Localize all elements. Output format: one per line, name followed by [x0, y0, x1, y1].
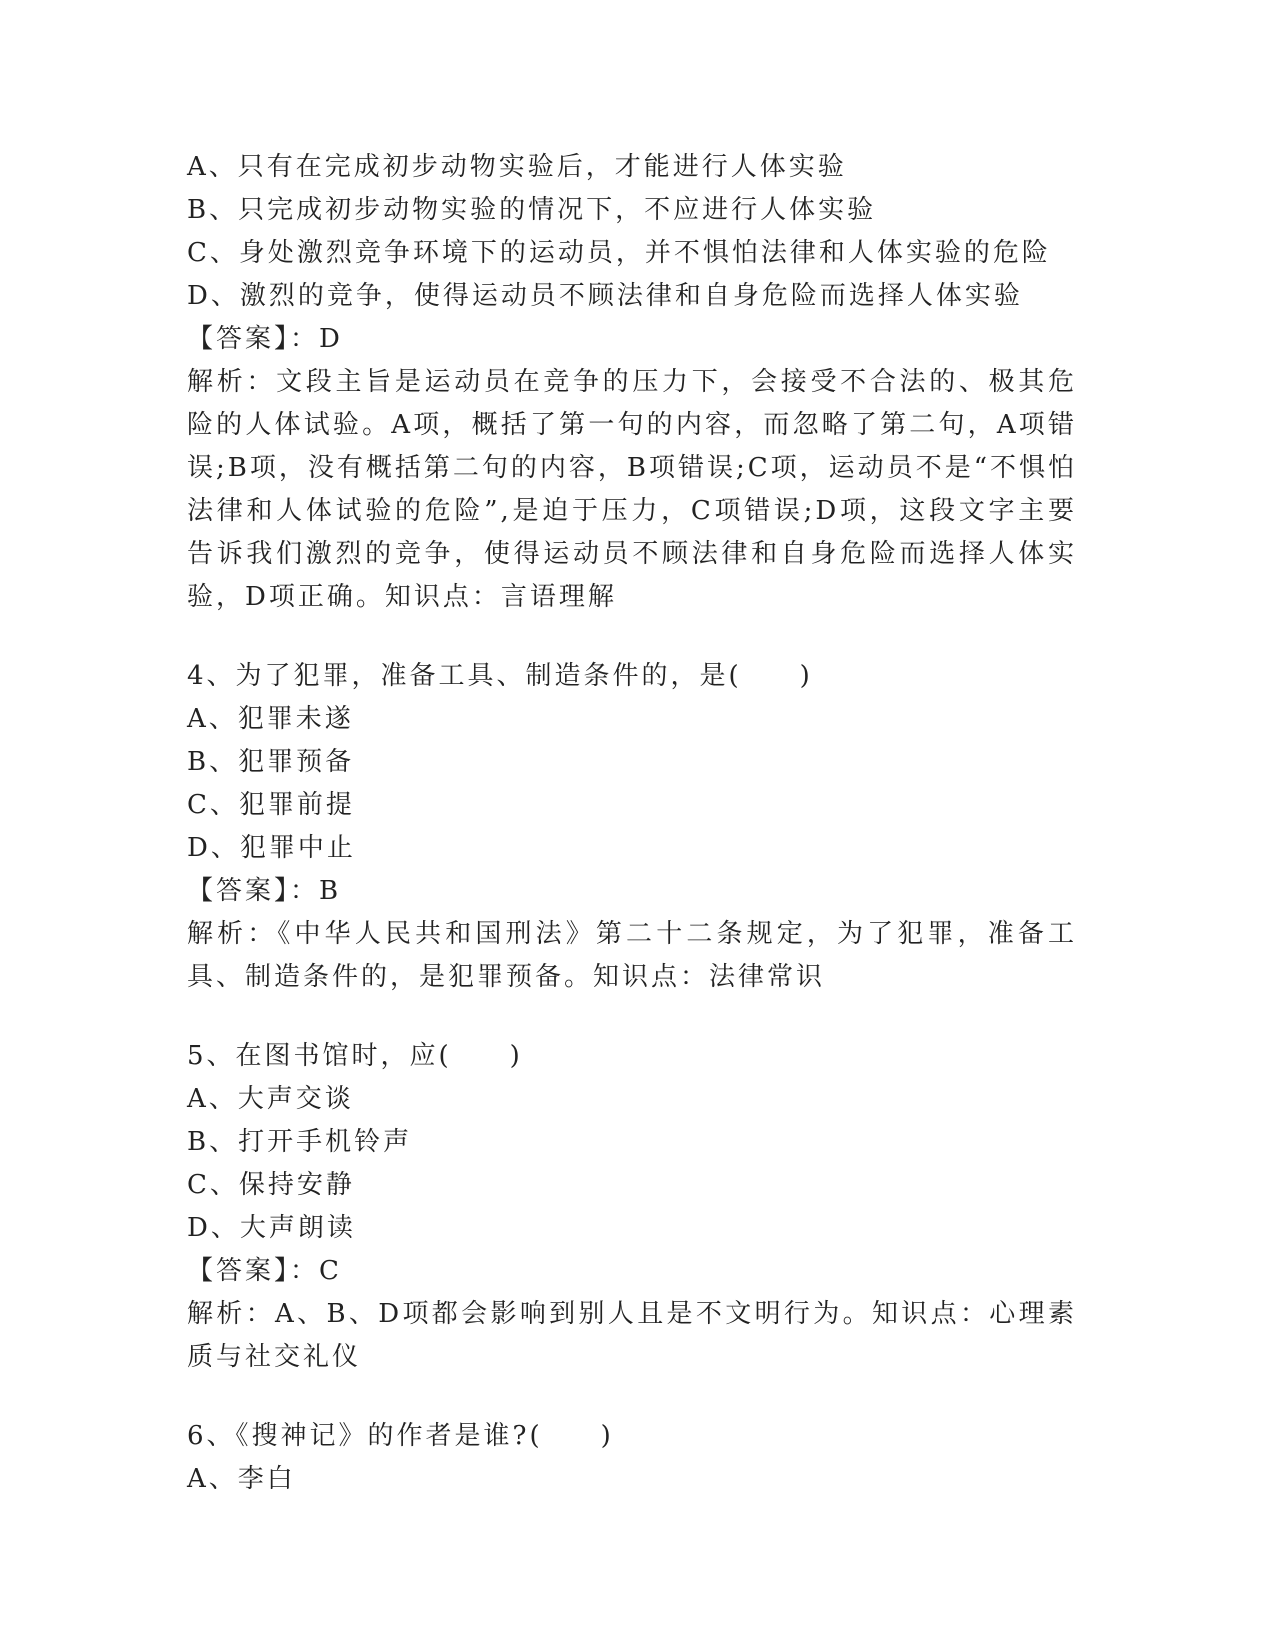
question-3-block	[187, 146, 1087, 619]
analysis-text: 解析：文段主旨是运动员在竞争的压力下，会接受不合法的、极其危险的人体试验。A项，概括了第一句的内容，而忽略了第二句，A项错误;B项，没有概括第二句的内容，B项错误;C项，运动员不是“不惧怕法律和人体试验的危险”,是迫于压力，C项错误;D项，这段文字主要告诉我们激烈的竞争，使得运动员不顾法律和自身危险而选择人体实验，D项正确。知识点：言语理解	[187, 367, 1077, 612]
option-b: B、犯罪预备	[187, 747, 355, 777]
question-text: 4、为了犯罪，准备工具、制造条件的，是( )	[187, 661, 813, 691]
option-d: D、大声朗读	[187, 1213, 356, 1243]
option-d: D、犯罪中止	[187, 833, 356, 863]
option-d: D、激烈的竞争，使得运动员不顾法律和自身危险而选择人体实验	[187, 281, 1023, 311]
question-text: 5、在图书馆时，应( )	[187, 1041, 523, 1071]
question-4-block	[187, 655, 1087, 999]
spacer	[187, 1379, 1087, 1415]
spacer	[187, 999, 1087, 1035]
analysis-text: 解析：A、B、D项都会影响到别人且是不文明行为。知识点：心理素质与社交礼仪	[187, 1299, 1077, 1372]
option-c: C、身处激烈竞争环境下的运动员，并不惧怕法律和人体实验的危险	[187, 238, 1051, 268]
option-c: C、犯罪前提	[187, 790, 355, 820]
option-a: A、犯罪未遂	[187, 704, 354, 734]
option-a: A、只有在完成初步动物实验后，才能进行人体实验	[187, 152, 847, 182]
spacer	[187, 619, 1087, 655]
question-text: 6、《搜神记》的作者是谁?( )	[187, 1421, 614, 1451]
question-6-block	[187, 1415, 1087, 1501]
analysis-text: 解析：《中华人民共和国刑法》第二十二条规定，为了犯罪，准备工具、制造条件的，是犯罪预备。知识点：法律常识	[187, 919, 1077, 992]
option-a: A、李白	[187, 1464, 296, 1494]
option-b: B、只完成初步动物实验的情况下，不应进行人体实验	[187, 195, 877, 225]
option-a: A、大声交谈	[187, 1084, 354, 1114]
document-content	[187, 146, 1087, 1501]
option-c: C、保持安静	[187, 1170, 355, 1200]
answer-line: 【答案】：B	[187, 876, 342, 906]
question-5-block	[187, 1035, 1087, 1379]
answer-line: 【答案】：D	[187, 324, 343, 354]
answer-line: 【答案】：C	[187, 1256, 342, 1286]
option-b: B、打开手机铃声	[187, 1127, 413, 1157]
